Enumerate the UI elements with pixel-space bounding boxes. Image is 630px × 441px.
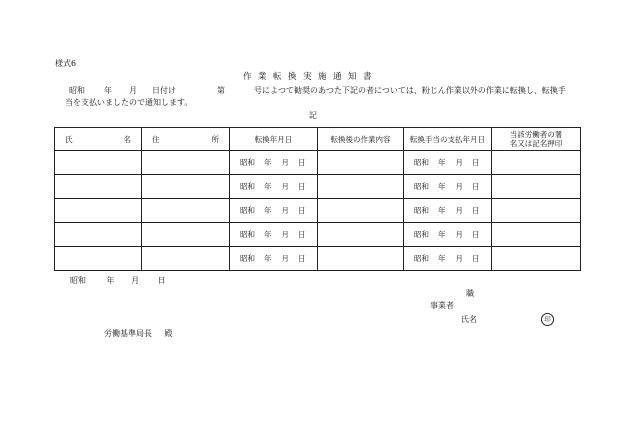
table-row	[55, 151, 581, 175]
date-m: 月	[455, 158, 463, 167]
date-y: 年	[438, 182, 446, 191]
cell-post-work[interactable]	[318, 151, 404, 175]
header-address	[142, 128, 230, 151]
table-row	[55, 223, 581, 247]
footer-day-unit: 日	[157, 276, 166, 285]
cell-name[interactable]	[55, 223, 142, 247]
intro-day-unit: 日付け	[152, 86, 176, 95]
cell-pay-date[interactable]	[404, 223, 492, 247]
date-d: 日	[298, 158, 306, 167]
date-era: 昭和	[240, 182, 255, 191]
transfer-table	[54, 127, 581, 271]
cell-address[interactable]	[142, 199, 230, 223]
date-d: 日	[472, 230, 480, 239]
date-era: 昭和	[240, 254, 255, 263]
date-d: 日	[298, 230, 306, 239]
cell-post-work[interactable]	[318, 247, 404, 271]
date-era: 昭和	[414, 206, 429, 215]
intro-month-unit: 月	[129, 86, 137, 95]
cell-pay-date[interactable]	[404, 247, 492, 271]
date-d: 日	[472, 158, 480, 167]
date-m: 月	[455, 182, 463, 191]
date-y: 年	[438, 254, 446, 263]
intro-line-2: 当を支払いましたので通知します。	[65, 98, 193, 107]
date-m: 月	[281, 230, 289, 239]
cell-signature[interactable]	[492, 247, 581, 271]
form-number: 様式6	[55, 59, 77, 68]
date-y: 年	[264, 182, 272, 191]
seal-mark: 印	[541, 313, 554, 326]
cell-address[interactable]	[142, 175, 230, 199]
date-y: 年	[264, 206, 272, 215]
date-era: 昭和	[240, 206, 255, 215]
intro-number-suffix: 号によつて勧奨のあつた下記の者については、粉じん作業以外の作業に転換し、転換手	[254, 86, 566, 95]
cell-post-work[interactable]	[318, 199, 404, 223]
cell-transfer-date[interactable]	[230, 247, 318, 271]
intro-year-unit: 年	[104, 86, 112, 95]
date-era: 昭和	[240, 158, 255, 167]
date-y: 年	[438, 230, 446, 239]
date-y: 年	[438, 206, 446, 215]
date-d: 日	[472, 182, 480, 191]
date-m: 月	[281, 206, 289, 215]
footer-year-unit: 年	[106, 276, 115, 285]
header-name	[55, 128, 142, 151]
cell-pay-date[interactable]	[404, 151, 492, 175]
footer-date	[70, 276, 166, 286]
date-y: 年	[264, 158, 272, 167]
employer-label: 事業者	[430, 301, 454, 310]
date-m: 月	[281, 254, 289, 263]
date-y: 年	[264, 254, 272, 263]
cell-signature[interactable]	[492, 223, 581, 247]
cell-address[interactable]	[142, 247, 230, 271]
intro-number-prefix: 第	[217, 86, 225, 95]
date-m: 月	[455, 254, 463, 263]
header-pay-date: 転換手当の支払年月日	[404, 128, 492, 151]
footer-month-unit: 月	[131, 276, 140, 285]
document-title: 作業転換実施通知書	[243, 72, 379, 82]
cell-address[interactable]	[142, 223, 230, 247]
cell-pay-date[interactable]	[404, 199, 492, 223]
header-addr-a: 住	[152, 134, 160, 144]
cell-post-work[interactable]	[318, 223, 404, 247]
date-m: 月	[281, 182, 289, 191]
cell-name[interactable]	[55, 175, 142, 199]
cell-name[interactable]	[55, 247, 142, 271]
date-era: 昭和	[414, 182, 429, 191]
date-era: 昭和	[414, 158, 429, 167]
cell-signature[interactable]	[492, 151, 581, 175]
date-d: 日	[298, 182, 306, 191]
table-row	[55, 175, 581, 199]
date-d: 日	[298, 254, 306, 263]
date-y: 年	[264, 230, 272, 239]
cell-name[interactable]	[55, 199, 142, 223]
table-row	[55, 199, 581, 223]
header-name-a: 氏	[65, 134, 73, 144]
header-name-b: 名	[123, 134, 131, 144]
addressee	[104, 329, 173, 339]
cell-transfer-date[interactable]	[230, 223, 318, 247]
date-m: 月	[281, 158, 289, 167]
date-d: 日	[472, 254, 480, 263]
date-era: 昭和	[414, 254, 429, 263]
header-addr-b: 所	[211, 134, 219, 144]
header-sign-line2: 名又は記名押印	[509, 139, 563, 148]
header-post-work: 転換後の作業内容	[318, 128, 404, 151]
table-header-row	[55, 128, 581, 151]
date-d: 日	[472, 206, 480, 215]
date-era: 昭和	[414, 230, 429, 239]
cell-signature[interactable]	[492, 175, 581, 199]
cell-post-work[interactable]	[318, 175, 404, 199]
header-sign-line1: 当該労働者の署	[509, 130, 563, 139]
cell-transfer-date[interactable]	[230, 175, 318, 199]
shimei-label: 氏名	[461, 315, 477, 324]
intro-era: 昭和	[69, 86, 85, 95]
footer-era: 昭和	[70, 276, 86, 285]
addressee-honorific: 殿	[164, 329, 173, 338]
cell-transfer-date[interactable]	[230, 199, 318, 223]
cell-pay-date[interactable]	[404, 175, 492, 199]
addressee-name: 労働基準局長	[104, 329, 152, 338]
date-y: 年	[438, 158, 446, 167]
header-signature	[492, 128, 581, 151]
date-d: 日	[298, 206, 306, 215]
table-row	[55, 247, 581, 271]
date-m: 月	[455, 206, 463, 215]
ki-heading: 記	[309, 111, 317, 120]
date-era: 昭和	[240, 230, 255, 239]
cell-address[interactable]	[142, 151, 230, 175]
date-m: 月	[455, 230, 463, 239]
cell-name[interactable]	[55, 151, 142, 175]
header-transfer-date: 転換年月日	[230, 128, 318, 151]
shoku-label: 職	[466, 289, 474, 298]
cell-signature[interactable]	[492, 199, 581, 223]
cell-transfer-date[interactable]	[230, 151, 318, 175]
